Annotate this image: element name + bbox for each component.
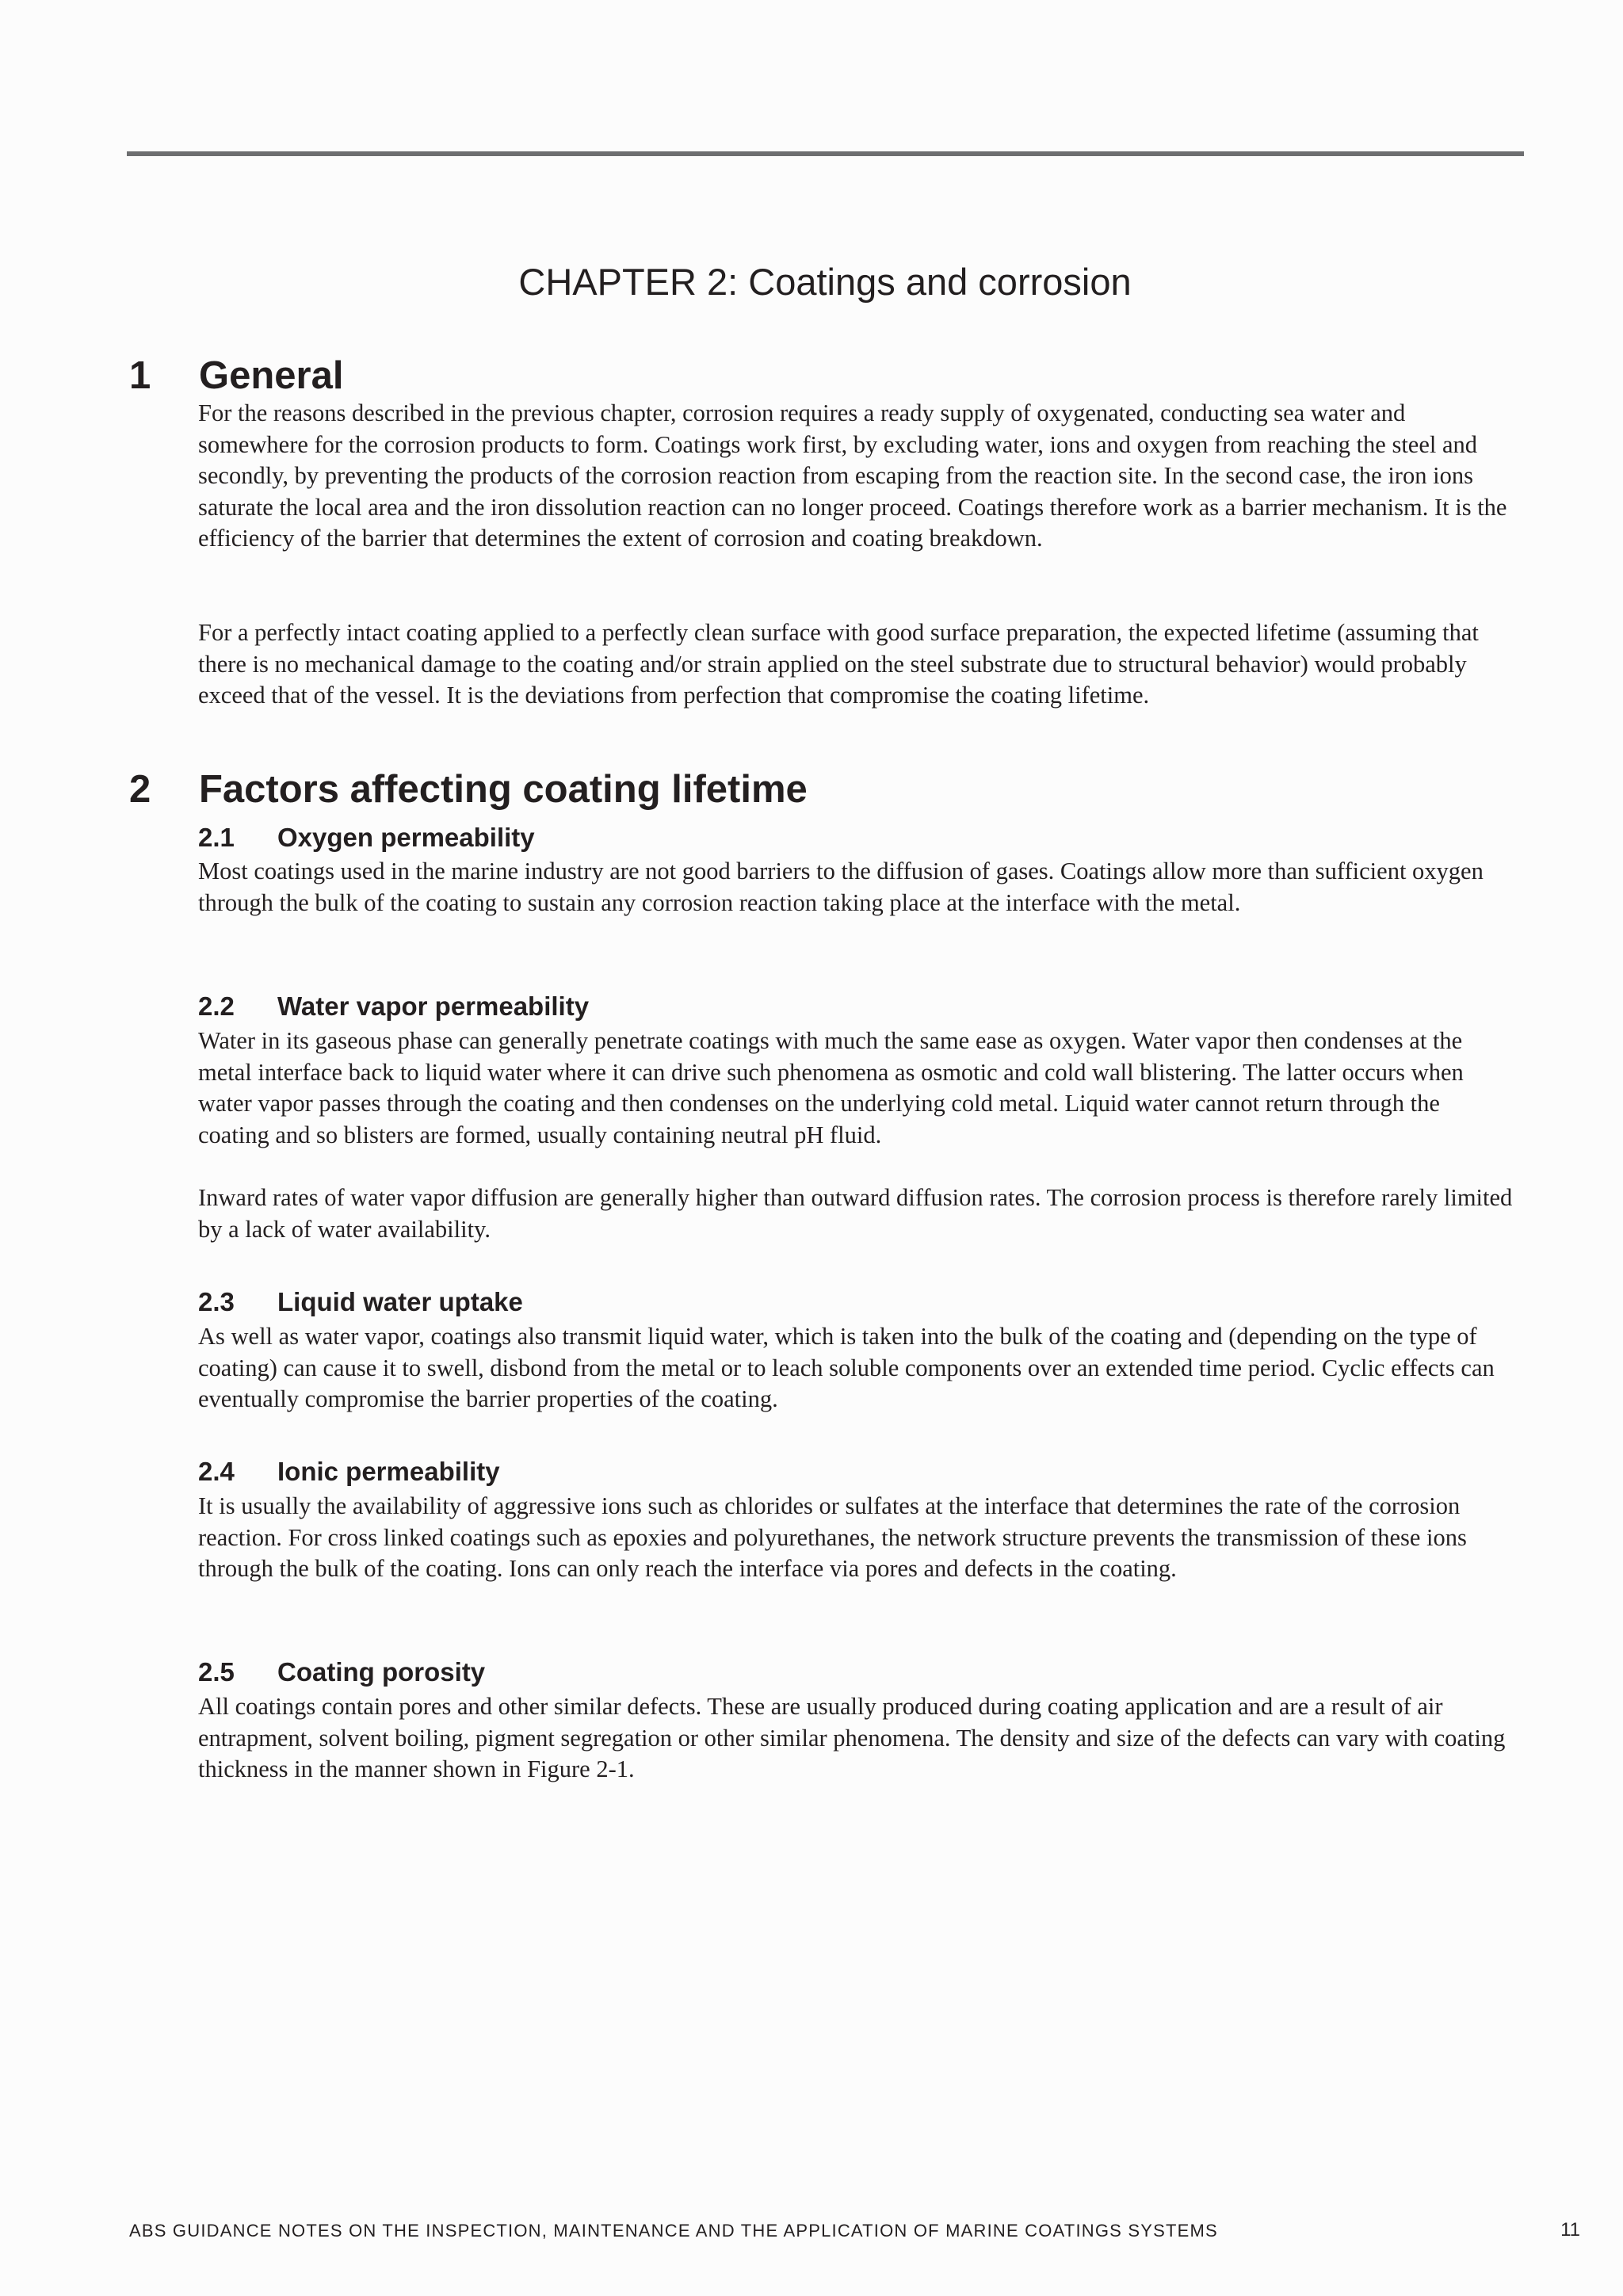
chapter-title: CHAPTER 2: Coatings and corrosion [518,261,1132,303]
paragraph-general-1: For the reasons described in the previous chapter, corrosion requires a ready supply of oxygenated, conducting sea water and somewhere for the corrosion products to form. Coatings work first, by excluding water, ions and oxygen from reaching the steel and secondly, by preventing the products of the corrosion reaction from escaping from the reaction site. In the second case, the iron ions saturate the local area and the iron dissolution reaction can no longer proceed. Coatings therefore work as a barrier mechanism. It is the efficiency of the barrier that determines the extent of corrosion and coating breakdown. [198,399,1507,552]
subsection-heading-liquid-water-uptake [198,1286,523,1318]
subsection-heading-ionic-permeability [198,1456,500,1488]
subsection-title: Water vapor permeability [277,991,590,1021]
header-rule [127,151,1524,156]
subsection-title: Coating porosity [277,1657,486,1687]
subsection-number: 2.4 [198,1457,235,1486]
section-number: 1 [129,354,151,397]
subsection-title: Liquid water uptake [277,1287,523,1316]
subsection-heading-coating-porosity [198,1656,485,1688]
page-number: 11 [1560,2219,1580,2241]
subsection-number: 2.2 [198,991,235,1021]
paragraph-water-vapor-2: Inward rates of water vapor diffusion are generally higher than outward diffusion rates. The corrosion process is therefore rarely limited by a lack of water availability. [198,1184,1513,1243]
section-heading-factors [129,766,808,813]
section-title: Factors affecting coating lifetime [199,768,808,811]
section-heading-general [129,353,343,399]
paragraph-ionic-permeability: It is usually the availability of aggressive ions such as chlorides or sulfates at the interface that determines the rate of the corrosion reaction. For cross linked coatings such as epoxies and polyurethanes, the network structure prevents the transmission of these ions through the bulk of the coating. Ions can only reach the interface via pores and defects in the coating. [198,1492,1467,1583]
paragraph-water-vapor-1: Water in its gaseous phase can generally penetrate coatings with much the same ease as oxygen. Water vapor then condenses at the metal interface back to liquid water where it can drive such phenomena as osmotic and cold wall blistering. The latter occurs when water vapor passes through the coating and then condenses on the underlying cold metal. Liquid water cannot return through the coating and so blisters are formed, usually containing neutral pH fluid. [198,1027,1464,1148]
subsection-heading-water-vapor-permeability [198,991,589,1022]
footer-publication-title: ABS GUIDANCE NOTES ON THE INSPECTION, MAINTENANCE AND THE APPLICATION OF MARINE COATINGS SYSTEMS [129,2221,1218,2241]
subsection-number: 2.5 [198,1657,235,1687]
paragraph-general-2: For a perfectly intact coating applied to a perfectly clean surface with good surface preparation, the expected lifetime (assuming that there is no mechanical damage to the coating and/or strain applied on the steel substrate due to structural behavior) would probably exceed that of the vessel. It is the deviations from perfection that compromise the coating lifetime. [198,619,1479,709]
subsection-number: 2.1 [198,823,235,852]
paragraph-coating-porosity: All coatings contain pores and other similar defects. These are usually produced during coating application and are a result of air entrapment, solvent boiling, pigment segregation or other similar phenomena. The density and size of the defects can vary with coating thickness in the manner shown in Figure 2-1. [198,1693,1506,1783]
subsection-title: Ionic permeability [277,1457,500,1486]
section-number: 2 [129,768,151,811]
subsection-number: 2.3 [198,1287,235,1316]
section-title: General [199,354,344,397]
subsection-title: Oxygen permeability [277,823,535,852]
subsection-heading-oxygen-permeability [198,822,535,854]
paragraph-oxygen-permeability: Most coatings used in the marine industry are not good barriers to the diffusion of gases. Coatings allow more than sufficient oxygen through the bulk of the coating to sustain any corrosion reaction taking place at the interface with the metal. [198,858,1484,916]
paragraph-liquid-water-uptake: As well as water vapor, coatings also transmit liquid water, which is taken into the bulk of the coating and (depending on the type of coating) can cause it to swell, disbond from the metal or to leach soluble components over an extended time period. Cyclic effects can eventually compromise the barrier properties of the coating. [198,1323,1495,1413]
